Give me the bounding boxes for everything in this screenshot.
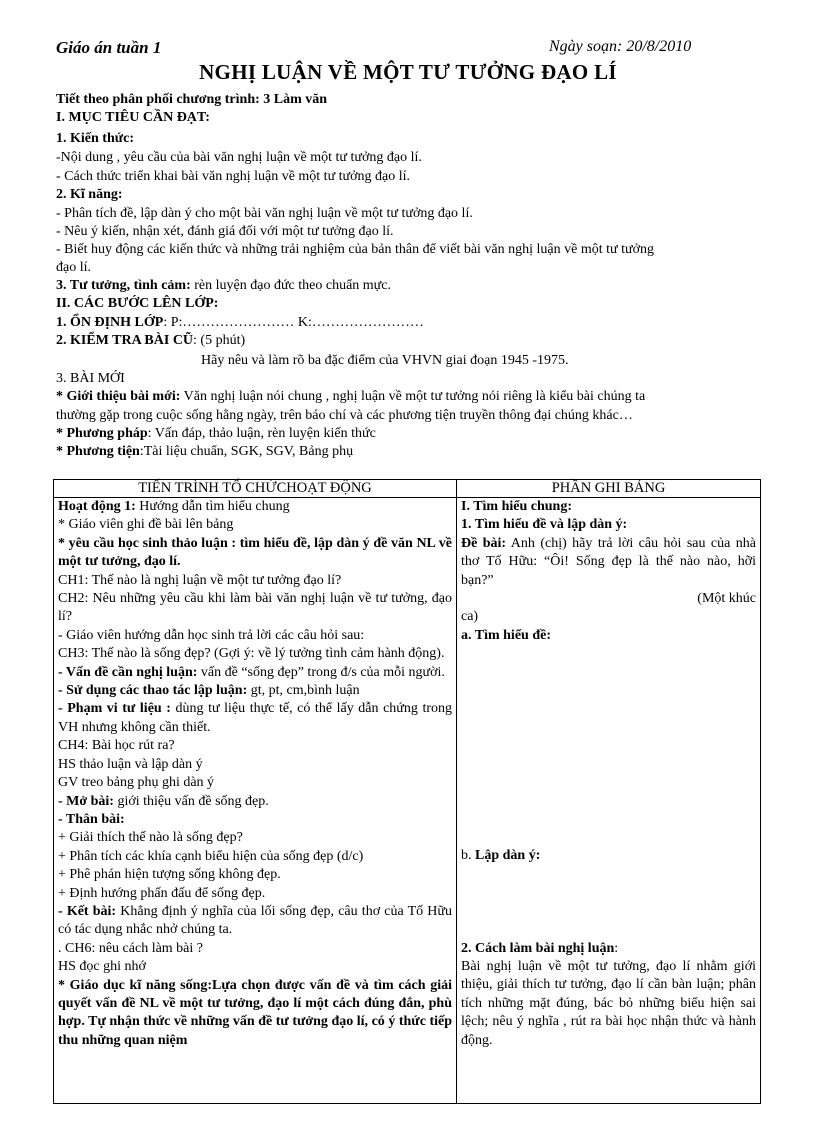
activity-cell — [54, 498, 457, 1104]
header-board-notes: PHẦN GHI BẢNG — [457, 480, 761, 498]
lesson-table — [53, 479, 761, 1104]
board-notes-cell — [457, 498, 761, 1104]
right-line-text: : — [614, 940, 619, 956]
left-line: + Giải thích thế nào là sống đẹp? — [58, 830, 243, 846]
left-line-text: gt, pt, cm,bình luận — [247, 683, 360, 699]
right-line — [461, 940, 756, 958]
right-line-label: Đề bài: — [461, 535, 507, 551]
left-line-text: vấn đề “sống đẹp” trong đ/s của mỗi người. — [197, 664, 445, 680]
on-dinh-text: : P:…………………… K:…………………… — [163, 315, 424, 330]
kien-thuc-item: - Cách thức triển khai bài văn nghị luận về một tư tưởng đạo lí. — [56, 169, 411, 184]
left-line — [58, 793, 452, 811]
header-left: Giáo án tuần 1 — [56, 38, 162, 57]
right-line: Bài nghị luận về một tư tưởng, đạo lí nhằm giới thiệu, giải thích tư tưởng, đạo lí cần bàn luận; phân tích những mặt đúng, bác bỏ những biểu hiện sai lệch; nêu ý nghĩa , rút ra bài học nhận thức và hành động. — [461, 959, 756, 1048]
left-line — [58, 700, 452, 737]
right-line-label: 2. Cách làm bài nghị luận — [461, 940, 615, 956]
right-line — [461, 535, 756, 590]
right-line: I. Tìm hiểu chung: — [461, 499, 572, 514]
right-line-text: Anh (chị) hãy trả lời câu hỏi sau của nhà thơ Tố Hữu: “Ôi! Sống đẹp là thế nào nào, hỡi bạn?” — [461, 535, 756, 588]
left-line: - Thân bài: — [58, 811, 125, 827]
right-line-label: b. — [461, 848, 475, 864]
left-line: + Phân tích các khía cạnh biểu hiện của sống đẹp (d/c) — [58, 848, 364, 864]
left-line-text: giới thiệu vấn đề sống đẹp. — [113, 793, 269, 809]
left-line: CH4: Bài học rút ra? — [58, 738, 175, 754]
left-line-label: - Kết bài: — [58, 903, 117, 919]
kiem-tra-label: 2. KIỂM TRA BÀI CŨ — [56, 333, 194, 348]
left-line: * yêu cầu học sinh thảo luận : tìm hiểu đề, lập dàn ý đề văn NL về một tư tưởng, đạo lí. — [58, 535, 452, 570]
ki-nang-item: đạo lí. — [56, 260, 91, 275]
left-line-label: - Phạm vi tư liệu : — [58, 701, 171, 717]
on-dinh-label: 1. ỔN ĐỊNH LỚP — [56, 315, 164, 330]
header-date: Ngày soạn: 20/8/2010 — [549, 38, 692, 55]
phuong-phap-text: : Vấn đáp, thảo luận, rèn luyện kiến thức — [147, 426, 376, 441]
gioi-thieu-text: Văn nghị luận nói chung , nghị luận về một tư tưởng nói riêng là kiểu bài chúng ta — [180, 389, 646, 404]
left-line: CH3: Thế nào là sống đẹp? (Gợi ý: về lý tưởng tình cảm hành động). — [58, 646, 445, 662]
left-line: HS thảo luận và lập dàn ý — [58, 756, 203, 772]
kien-thuc-item: -Nội dung , yêu cầu của bài văn nghị luận về một tư tưởng đạo lí. — [56, 150, 422, 165]
section-1-heading: I. MỤC TIÊU CẦN ĐẠT: — [56, 110, 210, 125]
phuong-phap-label: * Phương pháp — [56, 426, 148, 441]
kiem-tra-line — [56, 332, 245, 350]
left-line: HS đọc ghi nhớ — [58, 959, 146, 975]
tu-tuong-line — [56, 277, 391, 295]
left-line — [58, 682, 452, 700]
section-2-heading: II. CÁC BƯỚC LÊN LỚP: — [56, 296, 219, 311]
activity-1-label: Hoạt động 1: — [58, 499, 136, 514]
left-line: CH1: Thế nào là nghị luận về một tư tưởng đạo lí? — [58, 572, 342, 588]
table-row — [54, 498, 761, 1104]
left-line-label: - Vấn đề cần nghị luận: — [58, 664, 198, 680]
phuong-tien-line — [56, 443, 353, 461]
right-line: ca) — [461, 609, 479, 625]
left-line — [58, 664, 452, 682]
left-line: + Định hướng phấn đấu để sống đẹp. — [58, 885, 266, 901]
right-line: a. Tìm hiểu đề: — [461, 627, 551, 643]
right-line: (Một khúc — [697, 591, 756, 607]
left-line — [58, 903, 452, 940]
left-line: . CH6: nêu cách làm bài ? — [58, 940, 204, 956]
subtitle: Tiết theo phân phối chương trình: 3 Làm văn — [56, 92, 328, 107]
phuong-phap-line — [56, 425, 376, 443]
left-line-text: dùng tư liệu thực tế, có thể lấy dẫn chứng trong VH nhưng không cần thiết. — [58, 701, 452, 735]
tu-tuong-label: 3. Tư tưởng, tình cảm: — [56, 278, 191, 293]
on-dinh-line — [56, 314, 424, 332]
ki-nang-item: - Biết huy động các kiến thức và những trải nghiệm của bản thân để viết bài văn nghị luận về một tư tưởng — [56, 242, 654, 257]
spacer — [461, 645, 756, 847]
header-activity: TIẾN TRÌNH TỔ CHỨCHOẠT ĐỘNG — [54, 480, 457, 498]
activity-1 — [58, 498, 452, 516]
right-line — [461, 847, 756, 865]
activity-1-text: Hướng dẫn tìm hiểu chung — [135, 499, 290, 514]
ki-nang-item: - Phân tích đề, lập dàn ý cho một bài văn nghị luận về một tư tưởng đạo lí. — [56, 206, 473, 221]
kiem-tra-text: : (5 phút) — [193, 333, 246, 348]
bai-moi-heading: 3. BÀI MỚI — [56, 371, 125, 386]
gioi-thieu-line-2: thường gặp trong cuộc sống hằng ngày, trên báo chí và các phương tiện truyền thông đại chúng khác… — [56, 408, 633, 423]
gioi-thieu-label: * Giới thiệu bài mới: — [56, 389, 181, 404]
left-line: * Giáo dục kĩ năng sống:Lựa chọn được vấn đề và tìm cách giải quyết vấn đề NL về một tư tưởng, đạo lí một cách đúng đắn, phù hợp. Tự nhận thức về những vấn đề tư tưởng đạo lí, có ý thức tiếp thu những quan niệm — [58, 977, 452, 1048]
kiem-tra-question: Hãy nêu và làm rõ ba đặc điểm của VHVN giai đoạn 1945 -1975. — [201, 353, 569, 368]
left-line: - Giáo viên hướng dẫn học sinh trả lời các câu hỏi sau: — [58, 627, 365, 643]
kien-thuc-heading: 1. Kiến thức: — [56, 131, 135, 146]
left-line-label: - Mở bài: — [58, 793, 114, 809]
ki-nang-item: - Nêu ý kiến, nhận xét, đánh giá đối với một tư tưởng đạo lí. — [56, 224, 394, 239]
right-line: 1. Tìm hiểu đề và lập dàn ý: — [461, 517, 628, 533]
page-title: NGHỊ LUẬN VỀ MỘT TƯ TƯỞNG ĐẠO LÍ — [199, 60, 617, 84]
phuong-tien-text: :Tài liệu chuẩn, SGK, SGV, Bảng phụ — [139, 444, 354, 459]
left-line: + Phê phán hiện tượng sống không đẹp. — [58, 867, 281, 883]
right-line-text: Lập dàn ý: — [475, 848, 541, 864]
left-line: GV treo bảng phụ ghi dàn ý — [58, 775, 215, 791]
table-header-row — [54, 480, 761, 498]
left-line-text: Khẳng định ý nghĩa của lối sống đẹp, câu thơ của Tố Hữu có tác dụng nhắc nhở chúng ta. — [58, 903, 452, 938]
phuong-tien-label: * Phương tiện — [56, 444, 140, 459]
gioi-thieu-line — [56, 388, 645, 406]
spacer — [461, 866, 756, 940]
tu-tuong-text: rèn luyện đạo đức theo chuẩn mực. — [190, 278, 391, 293]
ki-nang-heading: 2. Kĩ năng: — [56, 187, 123, 202]
left-line: CH2: Nêu những yêu cầu khi làm bài văn nghị luận về tư tưởng, đạo lí? — [58, 591, 452, 625]
left-line: * Giáo viên ghi đề bài lên bảng — [58, 517, 234, 533]
left-line-label: - Sử dụng các thao tác lập luận: — [58, 683, 248, 699]
